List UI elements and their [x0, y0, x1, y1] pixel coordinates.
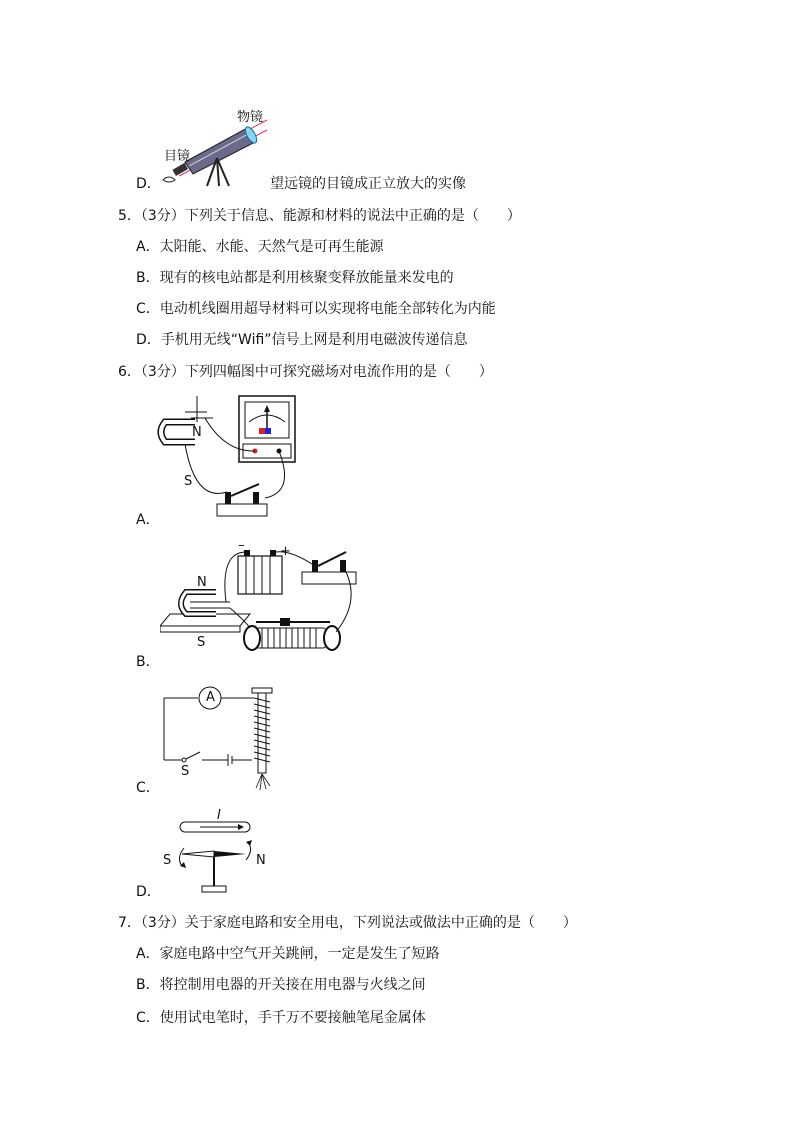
q7-option-b: B．将控制用电器的开关接在用电器与火线之间 [136, 977, 426, 993]
q7-stem: 7．（3分）关于家庭电路和安全用电，下列说法或做法中正确的是（ ） [118, 915, 577, 931]
figure-b-motor-principle-circuit [160, 542, 360, 662]
q5-option-b: B．现有的核电站都是利用核聚变释放能量来发电的 [136, 270, 454, 286]
figure-d-oersted-experiment [160, 808, 270, 898]
q5-option-d: D．手机用无线“Wifi”信号上网是利用电磁波传递信息 [136, 332, 468, 348]
fig-d-current-label: I [217, 808, 221, 823]
q6-option-c-label: C． [136, 780, 160, 796]
fig-b-label-minus: – [238, 538, 245, 553]
fig-b-label-plus: + [280, 544, 291, 559]
q5-option-c: C．电动机线圈用超导材料可以实现将电能全部转化为内能 [136, 301, 496, 317]
fig-d-label-s: S [163, 853, 172, 868]
q5-stem: 5．（3分）下列关于信息、能源和材料的说法中正确的是（ ） [118, 208, 521, 224]
q4-option-d-label: D． [136, 176, 161, 192]
fig-a-label-n: N [192, 425, 202, 440]
fig-a-label-s: S [184, 474, 193, 489]
q6-stem: 6．（3分）下列四幅图中可探究磁场对电流作用的是（ ） [118, 364, 493, 380]
fig-c-ammeter-label: A [206, 690, 215, 705]
figure-c-electromagnet-circuit [160, 684, 280, 794]
q6-option-a-label: A． [136, 512, 160, 528]
label-objective: 物镜 [237, 110, 264, 125]
q4-option-d-text: 望远镜的目镜成正立放大的实像 [270, 176, 466, 192]
q7-option-c: C．使用试电笔时，手千万不要接触笔尾金属体 [136, 1010, 426, 1026]
q6-option-d-label: D． [136, 884, 161, 900]
figure-a-galvanometer-circuit [155, 392, 315, 524]
fig-c-switch-label: S [181, 764, 190, 779]
label-eyepiece: 目镜 [164, 149, 191, 164]
q6-option-b-label: B． [136, 654, 160, 670]
q5-option-a: A．太阳能、水能、天然气是可再生能源 [136, 239, 384, 255]
q7-option-a: A．家庭电路中空气开关跳闸，一定是发生了短路 [136, 946, 440, 962]
fig-d-label-n: N [256, 853, 266, 868]
fig-b-label-n: N [197, 575, 207, 590]
fig-b-label-s: S [197, 635, 206, 650]
